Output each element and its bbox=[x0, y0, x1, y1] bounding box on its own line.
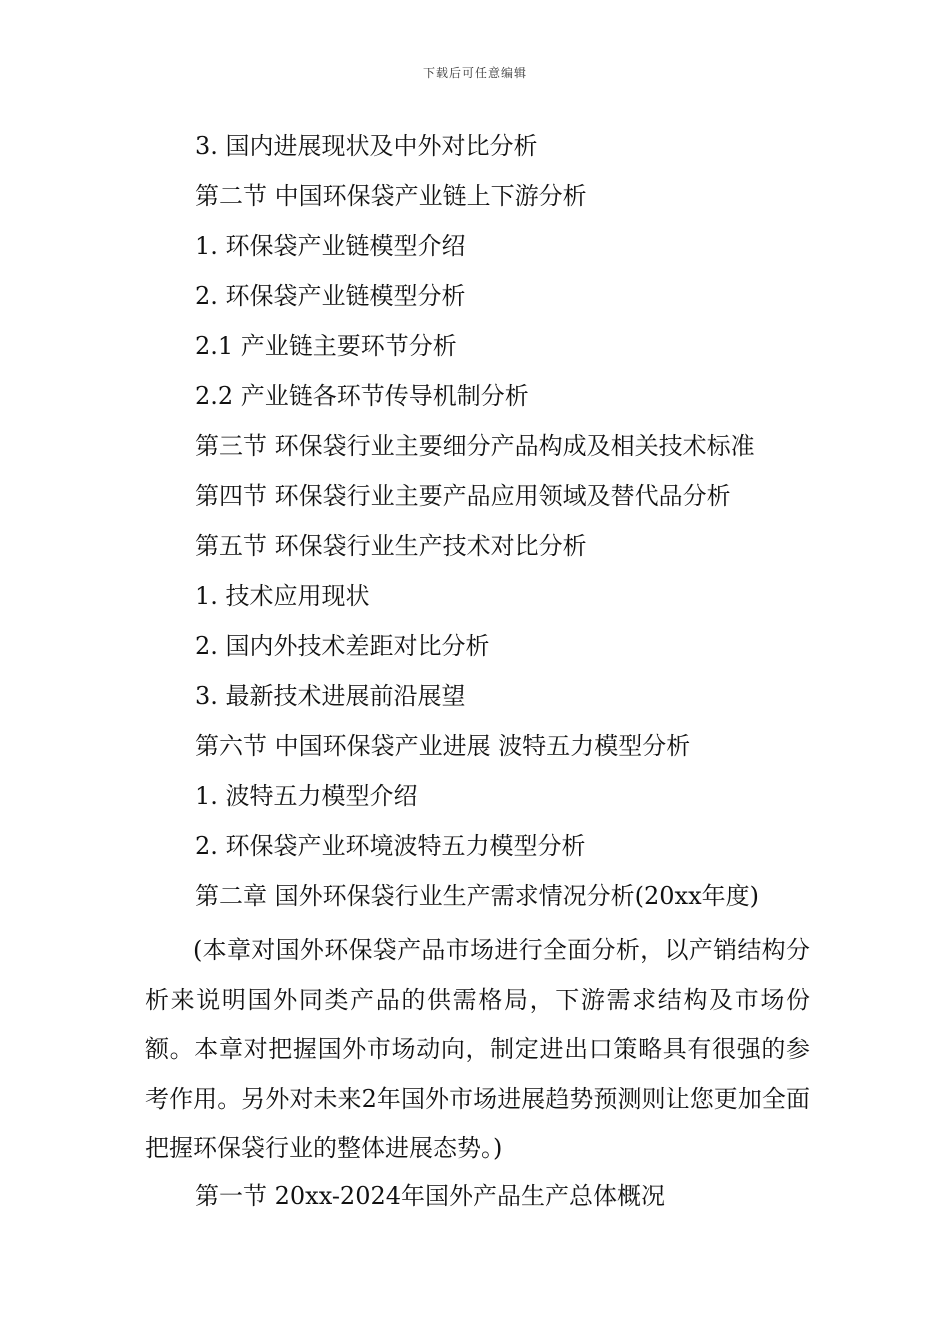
toc-line: 2. 国内外技术差距对比分析 bbox=[195, 632, 490, 660]
toc-line: 2.2 产业链各环节传导机制分析 bbox=[195, 382, 529, 410]
toc-line: 1. 波特五力模型介绍 bbox=[195, 782, 418, 810]
toc-line: 第二章 国外环保袋行业生产需求情况分析(20xx年度) bbox=[195, 882, 759, 910]
section-heading: 第一节 20xx-2024年国外产品生产总体概况 bbox=[195, 1182, 666, 1210]
toc-line: 第六节 中国环保袋产业进展 波特五力模型分析 bbox=[195, 732, 691, 760]
toc-line: 2. 环保袋产业环境波特五力模型分析 bbox=[195, 832, 586, 860]
toc-line: 第二节 中国环保袋产业链上下游分析 bbox=[195, 182, 587, 210]
toc-line: 2.1 产业链主要环节分析 bbox=[195, 332, 457, 360]
toc-line: 3. 最新技术进展前沿展望 bbox=[195, 682, 466, 710]
page-header-note: 下载后可任意编辑 bbox=[422, 66, 527, 80]
toc-line: 1. 技术应用现状 bbox=[195, 582, 370, 610]
toc-line: 2. 环保袋产业链模型分析 bbox=[195, 282, 466, 310]
toc-line: 第四节 环保袋行业主要产品应用领域及替代品分析 bbox=[195, 482, 731, 510]
toc-line: 1. 环保袋产业链模型介绍 bbox=[195, 232, 466, 260]
toc-line: 第三节 环保袋行业主要细分产品构成及相关技术标准 bbox=[195, 432, 755, 460]
toc-line: 3. 国内进展现状及中外对比分析 bbox=[195, 132, 538, 160]
toc-line: 第五节 环保袋行业生产技术对比分析 bbox=[195, 532, 587, 560]
chapter-intro-paragraph: (本章对国外环保袋产品市场进行全面分析，以产销结构分析来说明国外同类产品的供需格局，下游需求结构及市场份额。本章对把握国外市场动向，制定进出口策略具有很强的参考作用。另外对未来2年国外市场进展趋势预测则让您更加全面把握环保袋行业的整体进展态势。) bbox=[145, 936, 810, 1162]
